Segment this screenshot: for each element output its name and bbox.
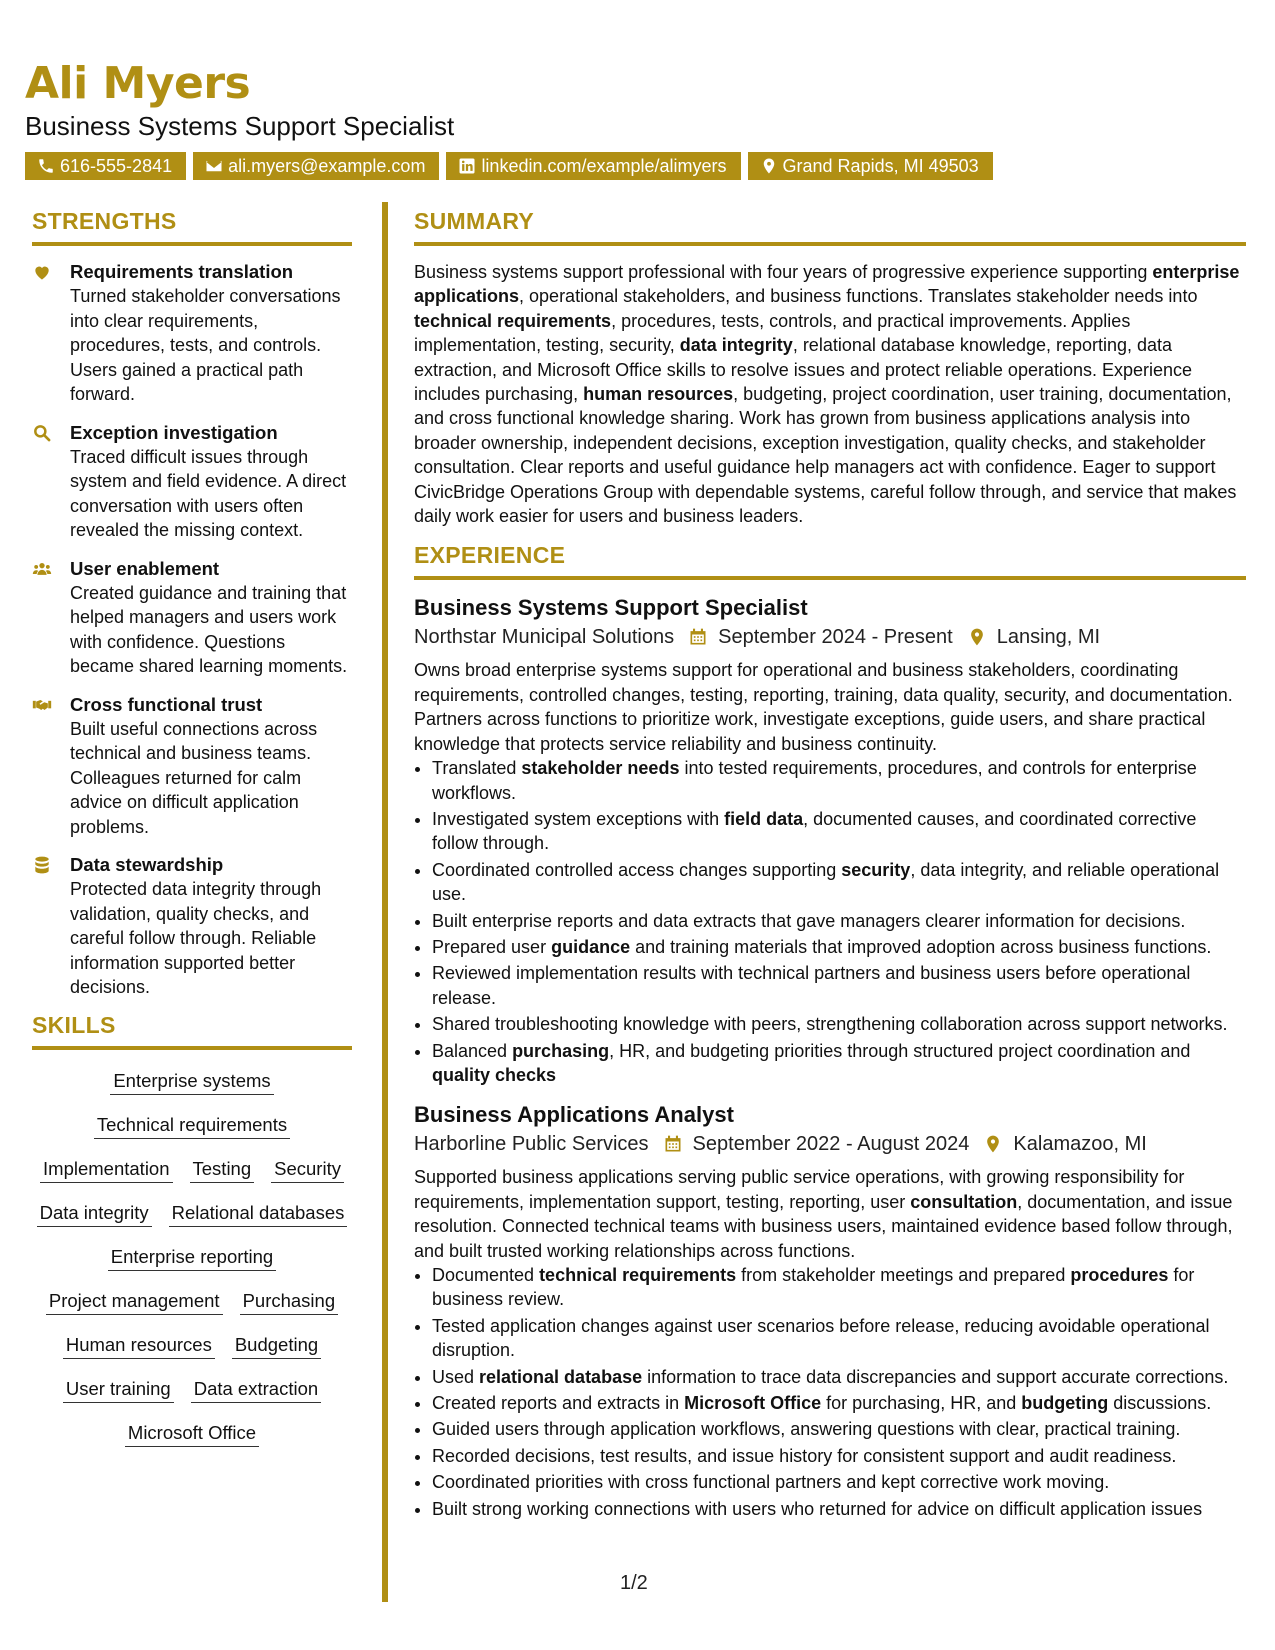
calendar-icon bbox=[688, 627, 708, 647]
job-meta bbox=[414, 622, 1246, 652]
text-run: Coordinated priorities with cross functional partners and kept corrective work moving. bbox=[432, 1472, 1110, 1493]
company-name: Harborline Public Services bbox=[414, 1133, 649, 1156]
strength-title: Cross functional trust bbox=[70, 693, 263, 715]
bullet-item bbox=[432, 756, 1246, 805]
strength-title: User enablement bbox=[70, 557, 220, 579]
bullet-item bbox=[432, 909, 1246, 933]
bold-keyword: technical requirements bbox=[539, 1265, 737, 1285]
job-bullets bbox=[414, 1263, 1246, 1521]
skill-tag: Budgeting bbox=[232, 1334, 321, 1359]
bullet-item bbox=[432, 961, 1246, 1010]
text-run: Supported business applications serving public service operations, with growing responsibility for requirements, implementation support, testing, reporting, user bbox=[414, 1167, 1185, 1212]
summary-text bbox=[414, 260, 1246, 528]
bullet-item bbox=[432, 807, 1246, 856]
job-location: Kalamazoo, MI bbox=[1013, 1133, 1147, 1156]
summary-heading: SUMMARY bbox=[414, 210, 1246, 246]
strength-icon-wrap bbox=[32, 693, 70, 840]
job-title: Business Systems Support Specialist bbox=[414, 595, 808, 621]
email-text: ali.myers@example.com bbox=[228, 155, 426, 176]
job-description: Owns broad enterprise systems support for operational and business stakeholders, coordinating requirements, controlled changes, testing, reporting, training, data quality, security, and documentation. Partners across functions to prioritize work, investigate exceptions, guide users, and share practical knowledge that protects service reliability and business continuity. bbox=[414, 660, 1233, 754]
right-column bbox=[414, 210, 1246, 1535]
database-icon bbox=[32, 855, 52, 875]
text-run: Recorded decisions, test results, and issue history for consistent support and audit readiness. bbox=[432, 1445, 1177, 1466]
skill-row bbox=[32, 1334, 352, 1359]
text-run: into tested requirements, procedures, and controls for enterprise workflows. bbox=[432, 758, 1197, 803]
skill-row bbox=[32, 1378, 352, 1403]
text-run: , documented causes, and coordinated corrective follow through. bbox=[432, 808, 1197, 854]
skill-tag: Implementation bbox=[40, 1158, 172, 1183]
text-run: Shared troubleshooting knowledge with peers, strengthening collaboration across support networks. bbox=[432, 1014, 1228, 1035]
bold-keyword: field data bbox=[724, 808, 804, 829]
text-run: and training materials that improved adoption across business functions. bbox=[630, 936, 1212, 957]
strength-title: Exception investigation bbox=[70, 421, 278, 443]
strength-icon-wrap bbox=[32, 557, 70, 679]
skill-tag: Project management bbox=[46, 1290, 223, 1315]
bullet-item bbox=[432, 1263, 1246, 1312]
strength-body bbox=[70, 853, 352, 1000]
bold-keyword: Microsoft Office bbox=[684, 1393, 822, 1414]
experience-entry bbox=[414, 594, 1246, 1087]
strength-description: Protected data integrity through validation, quality checks, and careful follow through. Reliable information supported better decisions. bbox=[70, 879, 322, 997]
left-column bbox=[32, 210, 352, 1466]
candidate-title: Business Systems Support Specialist bbox=[25, 111, 455, 141]
skill-tag: Technical requirements bbox=[94, 1114, 290, 1139]
bold-keyword: data integrity bbox=[679, 335, 793, 356]
strength-item bbox=[32, 693, 352, 840]
bullet-item bbox=[432, 1470, 1246, 1494]
skill-row bbox=[32, 1202, 352, 1227]
strength-description: Built useful connections across technical and business teams. Colleagues returned for calm advice on difficult application problems. bbox=[70, 718, 318, 837]
skills-list bbox=[32, 1064, 352, 1447]
bold-keyword: relational database bbox=[479, 1366, 643, 1387]
bullet-item bbox=[432, 1417, 1246, 1441]
heart-icon bbox=[32, 262, 52, 282]
bullet-item bbox=[432, 1365, 1246, 1389]
text-run: Created reports and extracts in bbox=[432, 1393, 685, 1414]
text-run: Built strong working connections with users who returned for advice on difficult application issues bbox=[432, 1498, 1203, 1519]
skills-heading: SKILLS bbox=[32, 1014, 352, 1050]
skill-tag: Enterprise systems bbox=[110, 1070, 273, 1095]
text-run: Used bbox=[432, 1366, 480, 1387]
text-run: , relational database knowledge, reporting, data extraction, and Microsoft Office skills to resolve issues and protect reliable operations. Experience includes purchasing, bbox=[414, 335, 1193, 405]
skill-tag: Purchasing bbox=[240, 1290, 339, 1315]
bold-keyword: quality checks bbox=[432, 1064, 557, 1085]
email-chip[interactable] bbox=[193, 152, 439, 180]
strength-icon-wrap bbox=[32, 421, 70, 543]
text-run: Guided users through application workflows, answering questions with clear, practical training. bbox=[432, 1419, 1181, 1440]
bold-keyword: human resources bbox=[583, 384, 734, 405]
experience-heading: EXPERIENCE bbox=[414, 544, 1246, 580]
skill-tag: Testing bbox=[190, 1158, 255, 1183]
bold-keyword: technical requirements bbox=[414, 310, 612, 331]
strength-body bbox=[70, 260, 352, 407]
handshake-icon bbox=[32, 695, 52, 715]
text-run: Investigated system exceptions with bbox=[432, 808, 725, 829]
job-description bbox=[414, 1165, 1246, 1263]
location-chip bbox=[748, 152, 993, 180]
bullet-item bbox=[432, 1012, 1246, 1036]
strength-description: Traced difficult issues through system and field evidence. A direct conversation with users often revealed the missing context. bbox=[70, 446, 347, 540]
text-run: , procedures, tests, controls, and practical improvements. Applies implementation, testing, security, bbox=[414, 310, 1131, 356]
text-run: for business review. bbox=[432, 1265, 1195, 1310]
candidate-name: Ali Myers bbox=[25, 58, 251, 109]
strength-item bbox=[32, 260, 352, 407]
strength-body bbox=[70, 421, 352, 543]
users-icon bbox=[32, 559, 52, 579]
skill-tag: User training bbox=[63, 1378, 174, 1403]
skill-row bbox=[32, 1070, 352, 1095]
skill-row bbox=[32, 1246, 352, 1271]
map-pin-icon bbox=[967, 627, 987, 647]
strength-title: Requirements translation bbox=[70, 261, 294, 282]
skill-tag: Data extraction bbox=[191, 1378, 321, 1403]
bullet-item bbox=[432, 1314, 1246, 1363]
strength-title: Data stewardship bbox=[70, 854, 224, 875]
linkedin-icon bbox=[458, 157, 476, 175]
bold-keyword: enterprise applications bbox=[414, 262, 1240, 307]
text-run: Business systems support professional with four years of progressive experience supporting bbox=[414, 262, 1153, 282]
search-icon bbox=[32, 423, 52, 443]
strength-description: Created guidance and training that helped managers and users work with confidence. Questions became shared learning moments. bbox=[70, 582, 348, 676]
skill-row bbox=[32, 1422, 352, 1447]
calendar-icon bbox=[663, 1134, 683, 1154]
bold-keyword: stakeholder needs bbox=[521, 758, 680, 779]
skill-tag: Human resources bbox=[63, 1334, 215, 1359]
skill-row bbox=[32, 1290, 352, 1315]
text-run: Translated bbox=[432, 758, 522, 779]
skill-tag: Security bbox=[271, 1158, 344, 1183]
job-dates: September 2024 - Present bbox=[718, 626, 953, 649]
text-run: Tested application changes against user scenarios before release, reducing avoidable operational disruption. bbox=[432, 1315, 1210, 1361]
bold-keyword: procedures bbox=[1070, 1265, 1169, 1285]
job-meta bbox=[414, 1129, 1246, 1159]
text-run: discussions. bbox=[1108, 1393, 1212, 1414]
page-number: 1/2 bbox=[620, 1572, 648, 1594]
company-name: Northstar Municipal Solutions bbox=[414, 626, 675, 649]
strengths-heading: STRENGTHS bbox=[32, 210, 352, 246]
job-location: Lansing, MI bbox=[996, 626, 1101, 649]
text-run: , HR, and budgeting priorities through structured project coordination and bbox=[609, 1040, 1191, 1061]
phone-chip[interactable] bbox=[25, 152, 186, 180]
job-title: Business Applications Analyst bbox=[414, 1102, 734, 1128]
strength-body bbox=[70, 557, 352, 679]
text-run: , data integrity, and reliable operational use. bbox=[432, 859, 1220, 905]
strength-item bbox=[32, 421, 352, 543]
phone-icon bbox=[37, 157, 55, 175]
skill-tag: Relational databases bbox=[169, 1202, 348, 1227]
bullet-item bbox=[432, 1039, 1246, 1088]
text-run: from stakeholder meetings and prepared bbox=[736, 1265, 1071, 1285]
phone-text: 616-555-2841 bbox=[60, 155, 173, 176]
text-run: , budgeting, project coordination, user training, documentation, and cross functional knowledge sharing. Work has grown from business applications analysis into broader ownership, independent decisions, exception investigation, quality checks, and stakeholder consultation. Clear reports and useful guidance help managers act with confidence. Eager to support CivicBridge Operations Group with dependable systems, careful follow through, and service that makes daily work easier for users and business leaders. bbox=[414, 384, 1237, 527]
strength-body bbox=[70, 693, 352, 840]
skill-row bbox=[32, 1114, 352, 1139]
text-run: Built enterprise reports and data extracts that gave managers clearer information for decisions. bbox=[432, 910, 1186, 931]
strength-item bbox=[32, 557, 352, 679]
text-run: Prepared user bbox=[432, 936, 552, 957]
bullet-item bbox=[432, 858, 1246, 907]
text-run: Coordinated controlled access changes supporting bbox=[432, 859, 842, 880]
bullet-item bbox=[432, 1444, 1246, 1468]
envelope-icon bbox=[205, 157, 223, 175]
contact-bar bbox=[25, 152, 993, 180]
location-text: Grand Rapids, MI 49503 bbox=[782, 155, 979, 176]
strength-description: Turned stakeholder conversations into clear requirements, procedures, tests, and controls. Users gained a practical path forward. bbox=[70, 286, 341, 404]
skill-row bbox=[32, 1158, 352, 1183]
bold-keyword: purchasing bbox=[512, 1040, 610, 1061]
text-run: information to trace data discrepancies and support accurate corrections. bbox=[642, 1366, 1229, 1387]
experience-entry bbox=[414, 1101, 1246, 1521]
linkedin-text: linkedin.com/example/alimyers bbox=[481, 155, 727, 176]
text-run: for purchasing, HR, and bbox=[821, 1393, 1022, 1414]
bold-keyword: consultation bbox=[910, 1191, 1018, 1212]
strength-icon-wrap bbox=[32, 853, 70, 1000]
text-run: Documented bbox=[432, 1265, 540, 1285]
text-run: , documentation, and issue resolution. Connected technical teams with business users, maintained evidence based follow through, and built trusted working relationships across functions. bbox=[414, 1191, 1233, 1261]
skill-tag: Data integrity bbox=[37, 1202, 152, 1227]
text-run: , operational stakeholders, and business functions. Translates stakeholder needs into bbox=[519, 286, 1198, 307]
experience-list bbox=[414, 594, 1246, 1521]
bold-keyword: security bbox=[841, 859, 911, 880]
skill-tag: Enterprise reporting bbox=[108, 1246, 276, 1271]
bold-keyword: guidance bbox=[551, 936, 631, 957]
job-bullets bbox=[414, 756, 1246, 1087]
job-dates: September 2022 - August 2024 bbox=[692, 1133, 970, 1156]
strengths-list bbox=[32, 260, 352, 1000]
bold-keyword: budgeting bbox=[1021, 1393, 1109, 1414]
linkedin-chip[interactable] bbox=[446, 152, 740, 180]
text-run: Balanced bbox=[432, 1040, 513, 1061]
strength-icon-wrap bbox=[32, 260, 70, 407]
map-pin-icon bbox=[983, 1134, 1003, 1154]
text-run: Reviewed implementation results with technical partners and business users before operational release. bbox=[432, 963, 1191, 1008]
bullet-item bbox=[432, 1391, 1246, 1415]
column-divider bbox=[382, 202, 388, 1602]
bullet-item bbox=[432, 935, 1246, 959]
map-pin-icon bbox=[760, 157, 778, 175]
bullet-item bbox=[432, 1497, 1246, 1521]
skill-tag: Microsoft Office bbox=[125, 1422, 259, 1447]
strength-item bbox=[32, 853, 352, 1000]
